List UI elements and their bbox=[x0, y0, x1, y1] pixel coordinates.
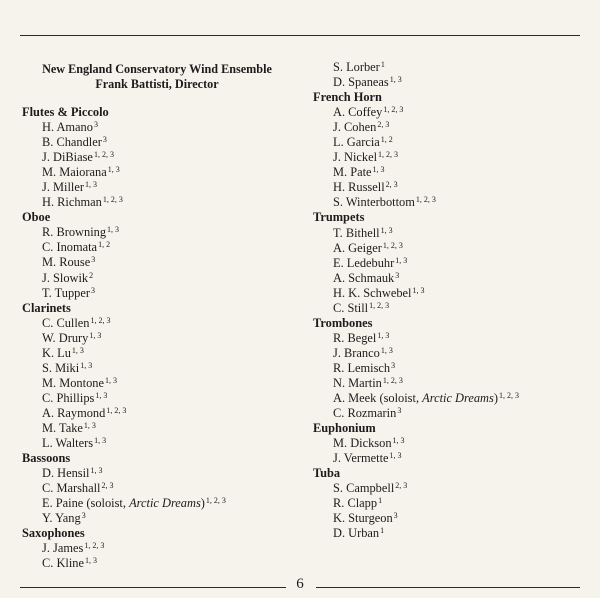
member-name: R. Lemisch bbox=[333, 360, 391, 375]
member-entry bbox=[22, 406, 292, 421]
member-notes: 2, 3 bbox=[101, 481, 114, 491]
member-entry bbox=[313, 195, 588, 210]
member-entry bbox=[22, 421, 292, 436]
member-notes: 2, 3 bbox=[377, 120, 390, 130]
member-name: M. Montone bbox=[42, 375, 104, 390]
member-notes: 1, 2, 3 bbox=[369, 300, 390, 310]
member-name: A. Meek (soloist, bbox=[333, 391, 423, 406]
right-sections bbox=[313, 60, 588, 542]
member-entry bbox=[313, 105, 588, 120]
member-notes: 1, 3 bbox=[389, 75, 402, 85]
section-title: Bassoons bbox=[22, 451, 71, 466]
work-title: Arctic Dreams bbox=[129, 496, 201, 511]
member-notes: 1, 3 bbox=[85, 180, 97, 190]
member-name: N. Martin bbox=[333, 375, 382, 390]
member-notes: 1, 3 bbox=[389, 451, 402, 461]
member-name: A. Coffey bbox=[333, 105, 383, 120]
bottom-rule-right bbox=[316, 587, 580, 588]
member-entry bbox=[313, 436, 588, 451]
member-name: S. Winterbottom bbox=[333, 195, 415, 210]
member-entry bbox=[22, 511, 292, 526]
member-entry bbox=[22, 135, 292, 150]
section-title: Euphonium bbox=[313, 421, 376, 436]
member-entry bbox=[313, 180, 588, 195]
member-notes: 1, 3 bbox=[380, 345, 393, 355]
member-name: W. Drury bbox=[42, 330, 89, 345]
member-notes: 3 bbox=[393, 511, 398, 521]
section-title: Clarinets bbox=[22, 300, 71, 315]
member-notes: 1, 2, 3 bbox=[106, 405, 127, 415]
member-notes: 1, 2, 3 bbox=[90, 315, 111, 325]
member-notes: 3 bbox=[395, 270, 400, 280]
section-title: Flutes & Piccolo bbox=[22, 105, 109, 119]
member-notes: 3 bbox=[391, 360, 396, 370]
member-name: C. Rozmarin bbox=[333, 406, 397, 421]
member-entry bbox=[22, 165, 292, 180]
member-entry bbox=[313, 481, 588, 496]
section-title: Trumpets bbox=[313, 210, 365, 225]
member-notes: 1, 3 bbox=[372, 165, 385, 175]
member-name: R. Clapp bbox=[333, 496, 378, 511]
top-rule bbox=[20, 35, 580, 36]
member-name: A. Geiger bbox=[333, 240, 382, 255]
member-notes: 2 bbox=[89, 270, 94, 280]
member-notes: 1, 3 bbox=[412, 285, 425, 295]
work-title: Arctic Dreams bbox=[422, 391, 494, 406]
member-entry bbox=[313, 226, 588, 241]
member-name: M. Maiorana bbox=[42, 165, 107, 180]
member-name: M. Dickson bbox=[333, 436, 392, 451]
member-entry bbox=[313, 150, 588, 165]
member-name: J. James bbox=[42, 541, 84, 556]
member-notes: 1, 3 bbox=[90, 466, 103, 476]
member-name: E. Paine (soloist, bbox=[42, 496, 130, 511]
member-entry bbox=[313, 391, 588, 406]
member-name: D. Urban bbox=[333, 526, 380, 541]
left-sections bbox=[22, 105, 292, 571]
member-name: C. Kline bbox=[42, 556, 84, 571]
soloist-close: ) bbox=[493, 391, 498, 406]
member-entry bbox=[22, 271, 292, 286]
member-entry bbox=[22, 120, 292, 135]
member-entry bbox=[22, 195, 292, 210]
member-entry bbox=[22, 541, 292, 556]
member-name: J. Vermette bbox=[333, 451, 389, 466]
member-notes: 1, 3 bbox=[104, 375, 117, 385]
section-title: Tuba bbox=[313, 466, 341, 481]
member-name: S. Miki bbox=[42, 360, 80, 375]
section-title: French Horn bbox=[313, 90, 382, 105]
member-entry bbox=[22, 481, 292, 496]
member-notes: 1, 3 bbox=[80, 360, 93, 370]
member-name: J. Miller bbox=[42, 180, 84, 195]
member-name: H. Russell bbox=[333, 180, 385, 195]
member-name: J. Branco bbox=[333, 345, 380, 360]
member-entry bbox=[313, 346, 588, 361]
member-name: A. Schmauk bbox=[333, 270, 395, 285]
member-notes: 3 bbox=[102, 135, 107, 145]
member-notes: 1, 2, 3 bbox=[415, 195, 436, 205]
member-name: K. Sturgeon bbox=[333, 511, 393, 526]
member-entry bbox=[22, 346, 292, 361]
ensemble-name: New England Conservatory Wind Ensemble bbox=[42, 62, 272, 76]
member-name: A. Raymond bbox=[42, 405, 106, 420]
member-name: D. Spaneas bbox=[333, 75, 389, 90]
member-name: J. Cohen bbox=[333, 120, 377, 135]
member-notes: 1, 3 bbox=[392, 436, 405, 446]
member-notes: 1, 3 bbox=[83, 420, 96, 430]
member-notes: 3 bbox=[397, 406, 402, 416]
member-entry bbox=[22, 240, 292, 255]
member-entry bbox=[22, 466, 292, 481]
member-notes: 3 bbox=[90, 285, 95, 295]
member-notes: 3 bbox=[91, 255, 96, 265]
member-name: S. Lorber bbox=[333, 60, 380, 74]
soloist-close: ) bbox=[200, 496, 205, 511]
member-notes: 1, 2, 3 bbox=[498, 391, 519, 401]
member-entry bbox=[313, 331, 588, 346]
member-entry bbox=[313, 406, 588, 421]
member-entry bbox=[22, 331, 292, 346]
left-column bbox=[22, 62, 292, 571]
section-title: Trombones bbox=[313, 315, 373, 330]
member-name: M. Rouse bbox=[42, 255, 91, 270]
member-entry bbox=[313, 301, 588, 316]
member-notes: 1, 3 bbox=[377, 330, 390, 340]
member-notes: 3 bbox=[93, 120, 98, 130]
member-entry bbox=[22, 391, 292, 406]
member-name: M. Pate bbox=[333, 165, 372, 180]
member-notes: 1, 3 bbox=[85, 556, 97, 566]
member-name: J. Slowik bbox=[42, 270, 89, 285]
member-entry bbox=[22, 255, 292, 270]
member-notes: 1, 3 bbox=[94, 436, 107, 446]
member-notes: 1, 2, 3 bbox=[378, 150, 399, 160]
member-name: M. Take bbox=[42, 420, 83, 435]
member-entry bbox=[22, 361, 292, 376]
member-entry bbox=[313, 511, 588, 526]
member-entry bbox=[22, 316, 292, 331]
member-name: L. Walters bbox=[42, 436, 94, 451]
member-entry bbox=[22, 376, 292, 391]
member-name: Y. Yang bbox=[42, 511, 81, 526]
member-entry bbox=[313, 376, 588, 391]
member-name: H. K. Schwebel bbox=[333, 285, 412, 300]
member-notes: 3 bbox=[81, 511, 86, 521]
member-notes: 1, 3 bbox=[107, 225, 120, 235]
member-entry bbox=[313, 361, 588, 376]
member-entry bbox=[22, 286, 292, 301]
member-notes: 1, 2, 3 bbox=[102, 195, 123, 205]
member-notes: 1, 3 bbox=[395, 255, 408, 265]
member-name: C. Phillips bbox=[42, 390, 95, 405]
member-notes: 1 bbox=[380, 526, 385, 536]
member-name: T. Tupper bbox=[42, 285, 90, 300]
member-name: H. Richman bbox=[42, 195, 102, 210]
member-entry bbox=[22, 436, 292, 451]
member-entry bbox=[313, 451, 588, 466]
member-notes: 1, 3 bbox=[107, 165, 120, 175]
member-name: H. Amano bbox=[42, 120, 93, 135]
member-entry bbox=[313, 256, 588, 271]
member-notes: 1, 2 bbox=[380, 135, 393, 145]
member-name: B. Chandler bbox=[42, 135, 102, 150]
member-name: C. Marshall bbox=[42, 481, 101, 496]
member-entry bbox=[22, 150, 292, 165]
member-notes: 1, 2, 3 bbox=[382, 240, 403, 250]
member-name: L. Garcia bbox=[333, 135, 380, 150]
member-entry bbox=[313, 120, 588, 135]
member-entry bbox=[313, 135, 588, 150]
member-entry bbox=[22, 496, 292, 511]
member-name: C. Still bbox=[333, 300, 369, 315]
member-notes: 1 bbox=[380, 60, 385, 69]
member-entry bbox=[313, 286, 588, 301]
member-entry bbox=[22, 225, 292, 240]
member-entry bbox=[313, 241, 588, 256]
section-title: Saxophones bbox=[22, 526, 85, 541]
member-notes: 1, 2, 3 bbox=[383, 105, 404, 115]
member-entry bbox=[22, 180, 292, 195]
member-notes: 1, 2, 3 bbox=[205, 496, 226, 506]
page-number: 6 bbox=[296, 576, 304, 592]
director-name: Frank Battisti, Director bbox=[95, 77, 219, 91]
member-entry bbox=[313, 60, 588, 75]
member-name: R. Browning bbox=[42, 225, 107, 240]
member-entry bbox=[313, 496, 588, 511]
member-notes: 1, 2, 3 bbox=[93, 150, 114, 160]
ensemble-heading bbox=[22, 62, 292, 92]
member-name: E. Ledebuhr bbox=[333, 255, 395, 270]
right-column bbox=[313, 60, 588, 542]
member-entry bbox=[313, 165, 588, 180]
member-name: K. Lu bbox=[42, 345, 71, 360]
member-name: J. DiBiase bbox=[42, 150, 93, 165]
member-name: C. Inomata bbox=[42, 240, 98, 255]
member-notes: 1, 2, 3 bbox=[382, 375, 403, 385]
section-title: Oboe bbox=[22, 210, 51, 225]
member-entry bbox=[313, 526, 588, 541]
member-name: C. Cullen bbox=[42, 315, 90, 330]
member-notes: 1, 2 bbox=[98, 240, 111, 250]
member-notes: 1, 3 bbox=[89, 330, 102, 340]
member-name: R. Begel bbox=[333, 330, 377, 345]
member-name: S. Campbell bbox=[333, 481, 395, 496]
member-entry bbox=[22, 556, 292, 571]
member-notes: 1, 3 bbox=[380, 225, 393, 235]
member-notes: 2, 3 bbox=[385, 180, 398, 190]
member-notes: 1 bbox=[378, 496, 383, 506]
member-name: T. Bithell bbox=[333, 225, 380, 240]
member-entry bbox=[313, 271, 588, 286]
member-name: J. Nickel bbox=[333, 150, 378, 165]
member-notes: 1, 3 bbox=[95, 390, 108, 400]
member-notes: 1, 3 bbox=[71, 345, 84, 355]
member-entry bbox=[313, 75, 588, 90]
member-notes: 1, 2, 3 bbox=[84, 541, 105, 551]
member-name: D. Hensil bbox=[42, 466, 90, 481]
member-notes: 2, 3 bbox=[395, 481, 408, 491]
